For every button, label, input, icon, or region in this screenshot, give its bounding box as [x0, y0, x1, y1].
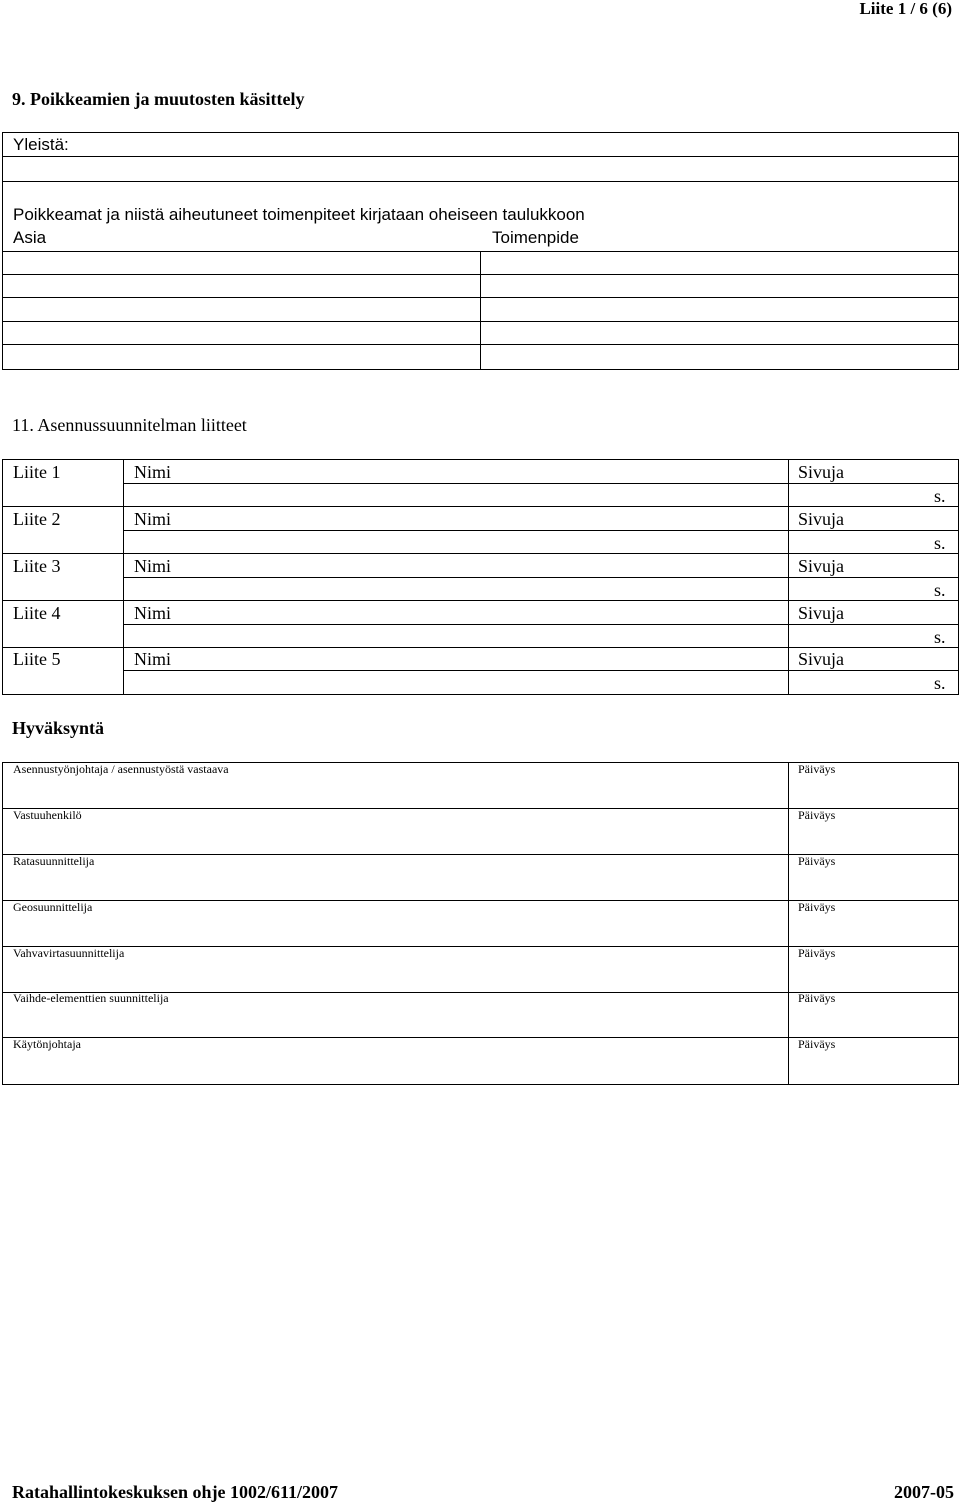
- approval-date-label: Päiväys: [798, 1037, 836, 1051]
- attachment-id: Liite 4: [13, 603, 61, 623]
- column-action: Toimenpide: [492, 228, 579, 247]
- attachment-id: Liite 5: [13, 649, 61, 669]
- approval-date-label: Päiväys: [798, 991, 836, 1005]
- attachment-name-label: Nimi: [134, 649, 172, 669]
- attachment-pages-label: Sivuja: [798, 556, 845, 576]
- deviation-form: [2, 132, 959, 370]
- attachment-name-label: Nimi: [134, 462, 172, 482]
- attachment-name-label: Nimi: [134, 603, 172, 623]
- deviation-intro: Poikkeamat ja niistä aiheutuneet toimenpiteet kirjataan oheiseen taulukkoon: [13, 205, 585, 224]
- approval-date-label: Päiväys: [798, 946, 836, 960]
- approver-role: Vaihde-elementtien suunnittelija: [13, 991, 169, 1005]
- approval-date-label: Päiväys: [798, 808, 836, 822]
- attachment-name-label: Nimi: [134, 556, 172, 576]
- approval-date-label: Päiväys: [798, 762, 836, 776]
- approver-role: Vahvavirtasuunnittelija: [13, 946, 125, 960]
- approval-date-label: Päiväys: [798, 900, 836, 914]
- approver-role: Ratasuunnittelija: [13, 854, 95, 868]
- attachment-id: Liite 3: [13, 556, 61, 576]
- page-reference: Liite 1 / 6 (6): [859, 0, 952, 18]
- approval-title: Hyväksyntä: [12, 718, 105, 738]
- attachment-id: Liite 2: [13, 509, 61, 529]
- approver-role: Geosuunnittelija: [13, 900, 93, 914]
- approver-role: Vastuuhenkilö: [13, 808, 82, 822]
- attachment-id: Liite 1: [13, 462, 61, 482]
- approver-role: Käytönjohtaja: [13, 1037, 81, 1051]
- attachment-pages-unit: s.: [934, 486, 946, 506]
- attachment-name-label: Nimi: [134, 509, 172, 529]
- footer-document-reference: Ratahallintokeskuksen ohje 1002/611/2007: [12, 1482, 339, 1502]
- footer-date: 2007-05: [894, 1482, 954, 1502]
- attachment-pages-label: Sivuja: [798, 509, 845, 529]
- attachment-pages-unit: s.: [934, 533, 946, 553]
- section-9-title: 9. Poikkeamien ja muutosten käsittely: [12, 89, 305, 109]
- attachment-pages-label: Sivuja: [798, 603, 845, 623]
- general-label: Yleistä:: [13, 135, 69, 154]
- attachment-pages-unit: s.: [934, 673, 946, 693]
- attachment-pages-unit: s.: [934, 627, 946, 647]
- attachment-pages-label: Sivuja: [798, 462, 845, 482]
- approver-role: Asennustyönjohtaja / asennustyöstä vastaava: [13, 762, 229, 776]
- attachment-pages-unit: s.: [934, 580, 946, 600]
- column-subject: Asia: [13, 228, 47, 247]
- section-11-title: 11. Asennussuunnitelman liitteet: [12, 415, 247, 435]
- approval-date-label: Päiväys: [798, 854, 836, 868]
- attachment-pages-label: Sivuja: [798, 649, 845, 669]
